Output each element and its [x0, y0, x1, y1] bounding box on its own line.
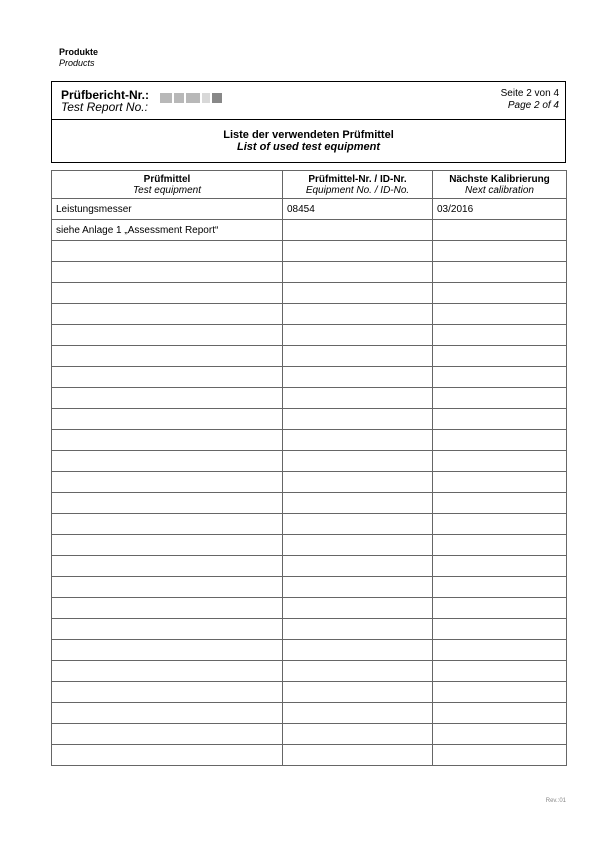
table-cell: [52, 619, 283, 640]
table-cell: [52, 556, 283, 577]
table-row: [52, 514, 567, 535]
redacted-report-number: [160, 90, 250, 101]
table-cell: [52, 451, 283, 472]
table-row: [52, 367, 567, 388]
table-cell: [283, 325, 433, 346]
table-row: [52, 346, 567, 367]
table-cell: [52, 325, 283, 346]
table-cell: [283, 220, 433, 241]
table-cell: [52, 514, 283, 535]
table-cell: [433, 493, 567, 514]
table-cell: [433, 577, 567, 598]
table-cell: [52, 535, 283, 556]
page-title-en: List of used test equipment: [236, 141, 380, 153]
table-cell: [283, 745, 433, 766]
table-row: [52, 304, 567, 325]
page-indicator-en: Page 2 of 4: [507, 100, 559, 111]
table-cell: [52, 577, 283, 598]
table-row: [52, 703, 567, 724]
report-number-row: [52, 82, 565, 120]
table-cell: [283, 682, 433, 703]
report-header-box: [51, 81, 566, 163]
table-cell: [52, 682, 283, 703]
table-row: [52, 199, 567, 220]
table-cell: [283, 577, 433, 598]
table-cell: [52, 430, 283, 451]
table-cell: [433, 304, 567, 325]
table-row: [52, 745, 567, 766]
table-row: [52, 409, 567, 430]
table-cell: [433, 598, 567, 619]
table-row: [52, 220, 567, 241]
table-cell: [433, 535, 567, 556]
table-cell: [433, 745, 567, 766]
table-cell: [283, 724, 433, 745]
table-cell: [283, 262, 433, 283]
table-cell: [433, 346, 567, 367]
column-header-equipment-no: Prüfmittel-Nr. / ID-Nr. Equipment No. / ID-No.: [283, 171, 433, 199]
page-indicator-de: Seite 2 von 4: [500, 88, 559, 99]
table-row: [52, 388, 567, 409]
column-header-next-calibration: Nächste Kalibrierung Next calibration: [433, 171, 567, 199]
table-cell: [283, 619, 433, 640]
table-header-row: [52, 171, 567, 199]
table-cell: [52, 640, 283, 661]
table-row: [52, 493, 567, 514]
table-row: [52, 619, 567, 640]
table-cell: [283, 283, 433, 304]
table-cell: [52, 493, 283, 514]
table-cell: [52, 703, 283, 724]
table-cell: [52, 304, 283, 325]
table-row: [52, 262, 567, 283]
table-cell: [433, 430, 567, 451]
table-cell: [283, 556, 433, 577]
table-cell: [283, 640, 433, 661]
table-cell: [283, 430, 433, 451]
table-cell: [433, 724, 567, 745]
table-row: [52, 661, 567, 682]
table-cell: [433, 388, 567, 409]
table-row: [52, 241, 567, 262]
table-row: [52, 598, 567, 619]
table-cell: [52, 367, 283, 388]
table-cell: [283, 304, 433, 325]
table-body: [52, 199, 567, 766]
table-cell: [283, 535, 433, 556]
table-cell: [52, 262, 283, 283]
table-cell: [433, 262, 567, 283]
table-cell: Leistungsmesser: [52, 199, 283, 220]
section-label-de: Produkte: [59, 47, 99, 57]
table-cell: [433, 472, 567, 493]
table-cell: [283, 409, 433, 430]
table-cell: [433, 619, 567, 640]
table-cell: [283, 472, 433, 493]
table-cell: [52, 724, 283, 745]
report-number-label-de: Prüfbericht-Nr.:: [61, 88, 150, 102]
table-cell: [283, 451, 433, 472]
table-row: [52, 640, 567, 661]
equipment-table: [51, 170, 567, 766]
table-cell: [283, 241, 433, 262]
table-cell: [52, 745, 283, 766]
table-cell: [283, 346, 433, 367]
table-row: [52, 451, 567, 472]
table-cell: [52, 388, 283, 409]
table-row: [52, 577, 567, 598]
table-row: [52, 535, 567, 556]
revision-label: Rev.:01: [545, 798, 566, 804]
table-cell: [433, 682, 567, 703]
table-cell: [283, 493, 433, 514]
table-cell: [433, 661, 567, 682]
table-cell: [52, 241, 283, 262]
table-row: [52, 430, 567, 451]
table-cell: [433, 367, 567, 388]
table-cell: [433, 703, 567, 724]
table-cell: 08454: [283, 199, 433, 220]
table-cell: 03/2016: [433, 199, 567, 220]
table-cell: [283, 514, 433, 535]
table-cell: [283, 661, 433, 682]
section-label-en: Products: [59, 58, 95, 68]
table-cell: [283, 388, 433, 409]
table-cell: [433, 325, 567, 346]
table-cell: siehe Anlage 1 „Assessment Report“: [52, 220, 283, 241]
table-cell: [433, 640, 567, 661]
table-cell: [52, 661, 283, 682]
table-cell: [433, 409, 567, 430]
page-title-de: Liste der verwendeten Prüfmittel: [223, 129, 394, 141]
table-cell: [283, 598, 433, 619]
table-cell: [52, 346, 283, 367]
table-cell: [433, 220, 567, 241]
table-row: [52, 325, 567, 346]
table-row: [52, 472, 567, 493]
table-cell: [433, 556, 567, 577]
table-cell: [52, 283, 283, 304]
table-cell: [433, 283, 567, 304]
table-row: [52, 283, 567, 304]
table-cell: [52, 598, 283, 619]
table-cell: [433, 514, 567, 535]
table-cell: [52, 409, 283, 430]
table-cell: [52, 472, 283, 493]
report-number-label-en: Test Report No.:: [61, 100, 148, 114]
column-header-equipment: Prüfmittel Test equipment: [52, 171, 283, 199]
table-row: [52, 724, 567, 745]
table-row: [52, 682, 567, 703]
table-cell: [283, 367, 433, 388]
table-cell: [433, 241, 567, 262]
table-cell: [283, 703, 433, 724]
table-row: [52, 556, 567, 577]
table-cell: [433, 451, 567, 472]
